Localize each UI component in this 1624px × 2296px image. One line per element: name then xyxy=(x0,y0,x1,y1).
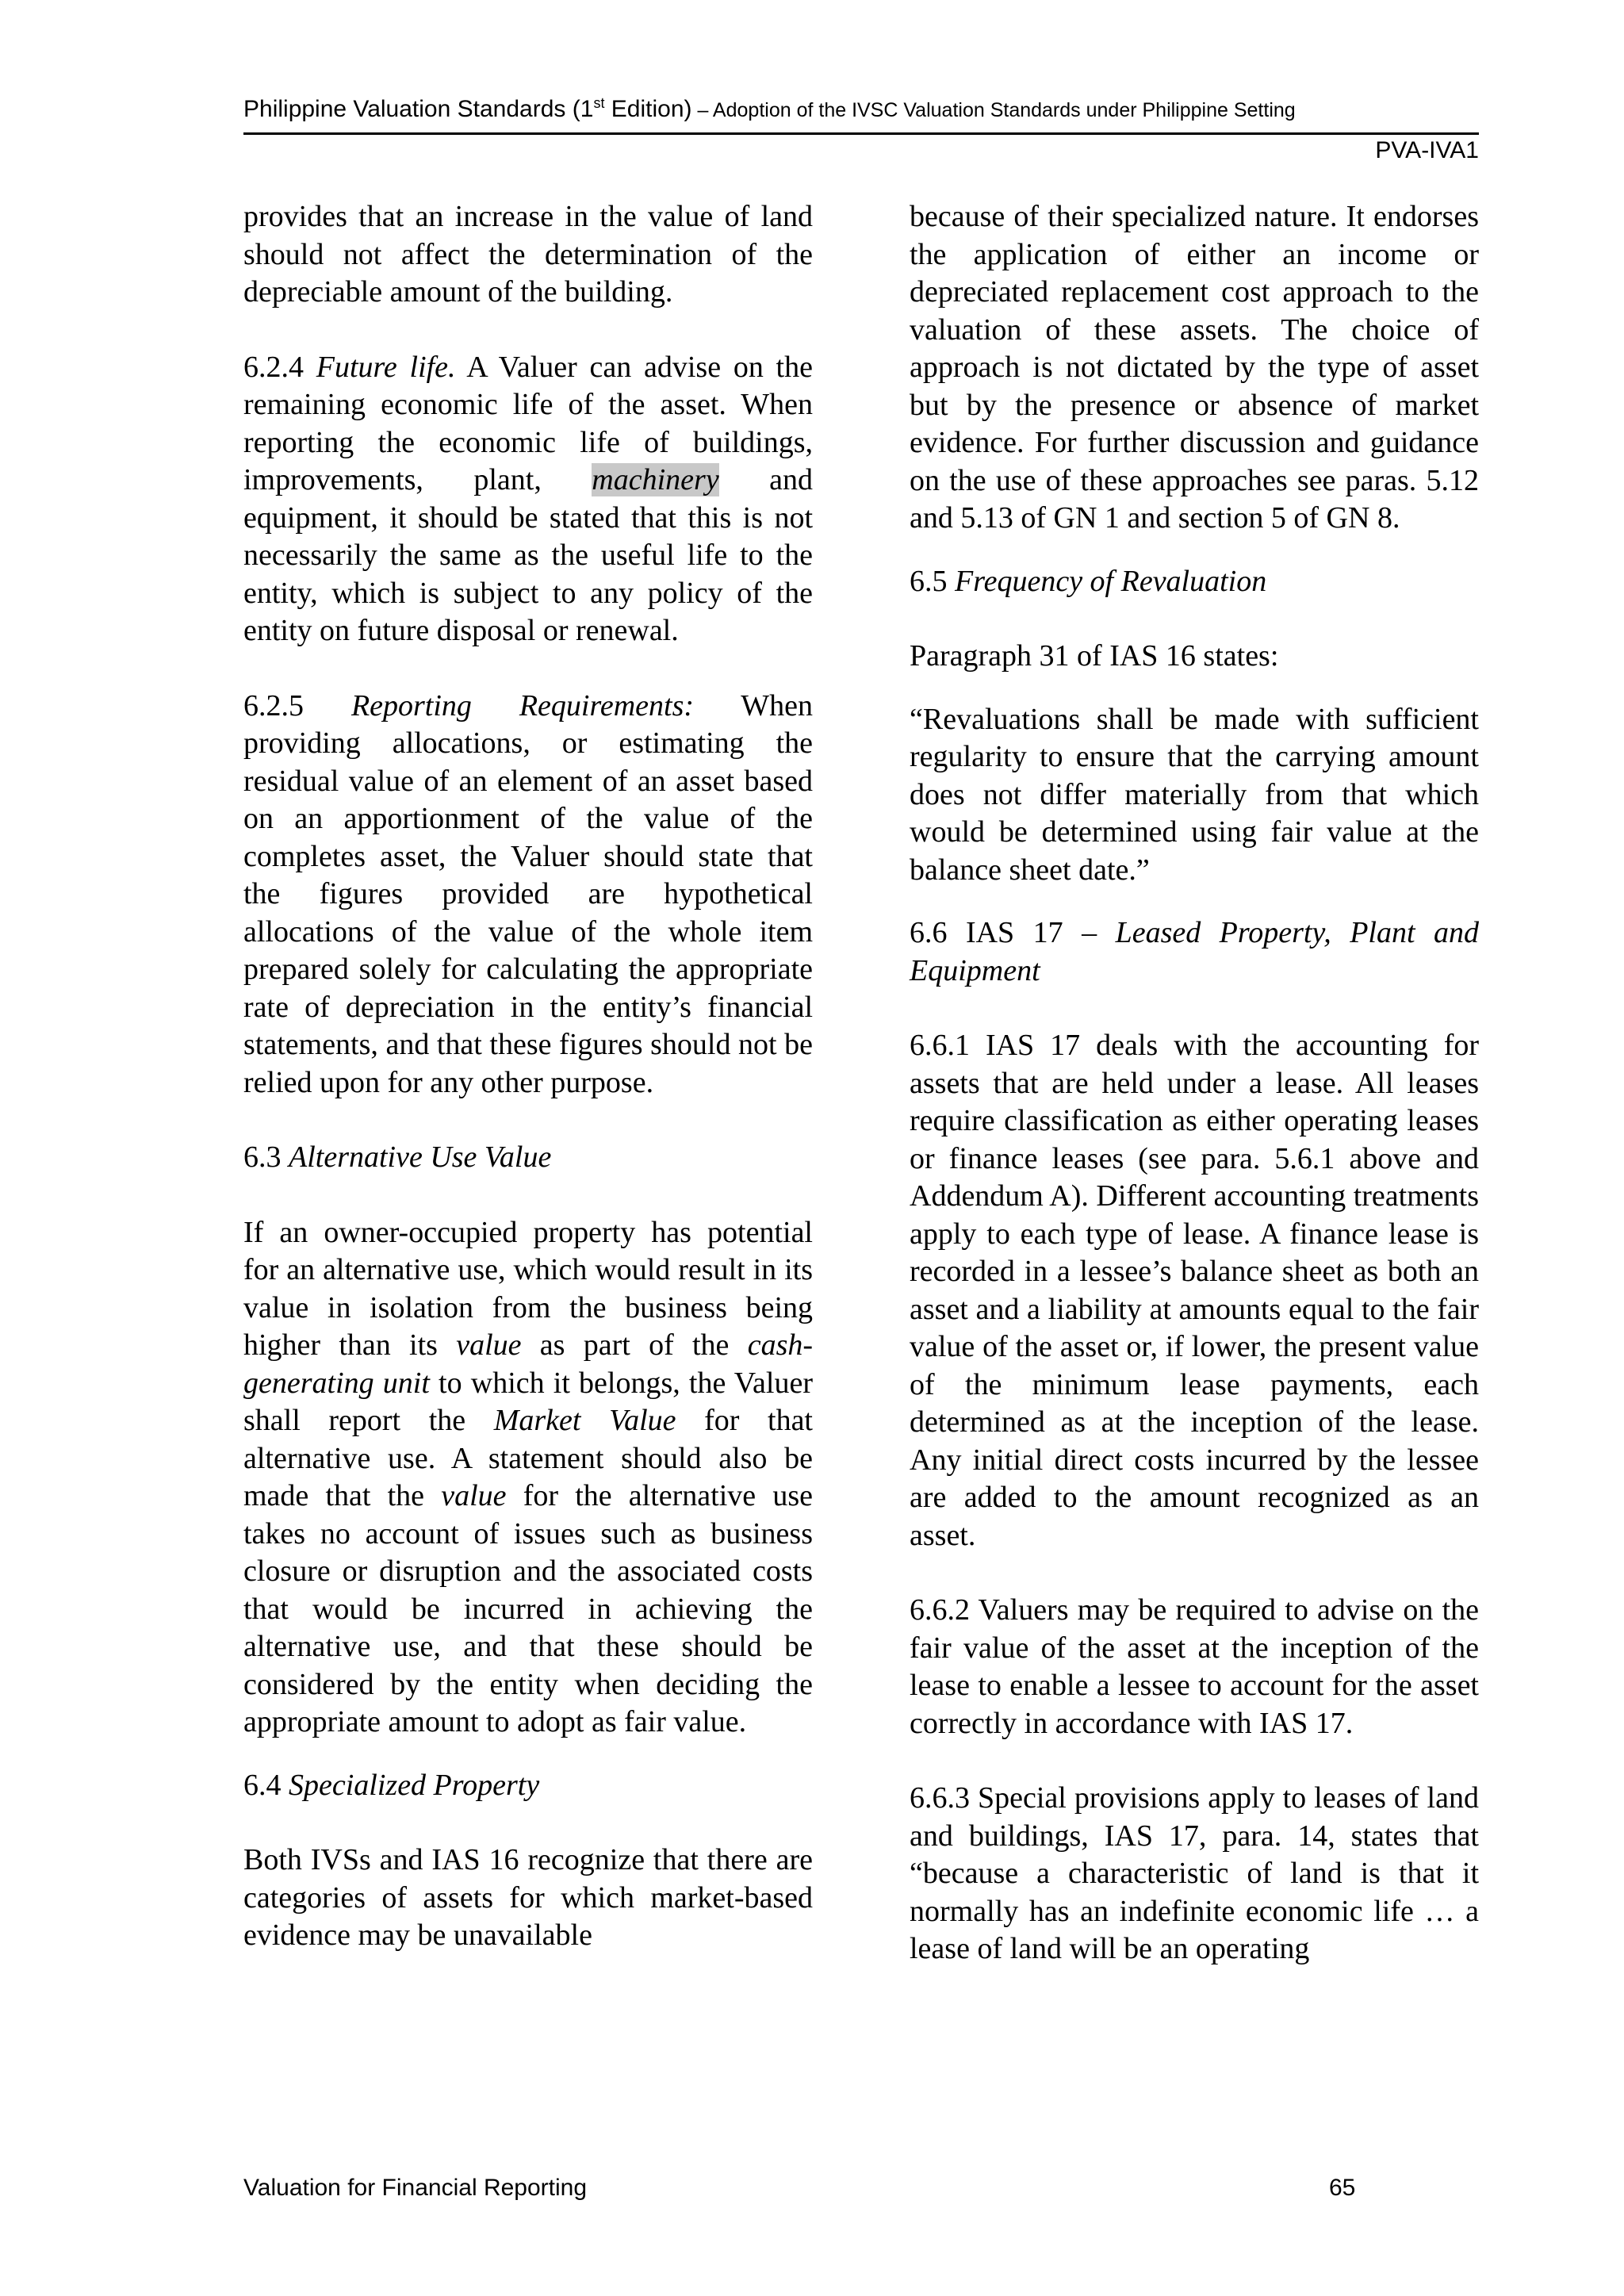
section-6-6-2: 6.6.2 Valuers may be required to advise on the fair value of the asset at the inception of the lease to enable a lessee to account for the asset correctly in accordance with IAS 17. xyxy=(910,1593,1479,1740)
section-title: Reporting Requirements: xyxy=(350,688,695,723)
section-6-2-4: 6.2.4 Future life. A Valuer can advise on the remaining economic life of the asset. When reporting the economic life of buildings, improvements, plant, machinery and equipment, it should be stated that this is not necessarily the same as the useful life to the entity, which is subject to any policy of the entity on future disposal or renewal. xyxy=(243,350,814,647)
header-edition-open: (1 xyxy=(572,96,594,122)
section-6-2-5: 6.2.5 Reporting Requirements: When providing allocations, or estimating the residual value of an element of an asset based on an apportionment of the value of the completes asset, the Valuer should state that the figures provided are hypothetical allocations of the value of the whole item prepared solely for calculating the appropriate rate of depreciation in the entity’s financial statements, and that these figures should not be relied upon for any other purpose. xyxy=(243,688,814,1099)
paragraph: Paragraph 31 of IAS 16 states: xyxy=(910,639,1279,673)
section-6-6-1: 6.6.1 IAS 17 deals with the accounting for assets that are held under a lease. All leases require classification as either operating leases or finance leases (see para. 5.6.1 above and Addendum A). Different accounting treatments apply to each type of lease. A finance lease is recorded in a lessee’s balance sheet as both an asset and a liability at amounts equal to the fair value of the asset or, if lower, the present value of the minimum lease payments, each determined as at the inception of the lease. Any initial direct costs incurred by the lessee are added to the amount recognized as an asset. xyxy=(910,1029,1479,1552)
header-edition-close: Edition) xyxy=(604,96,692,122)
header-title: Philippine Valuation Standards xyxy=(243,96,566,122)
heading-6-3: 6.3 Alternative Use Value xyxy=(243,1140,552,1174)
header-rule xyxy=(243,132,1479,135)
highlighted-term: machinery xyxy=(592,463,719,496)
heading-6-5: 6.5 Frequency of Revaluation xyxy=(910,564,1267,598)
page-number: 65 xyxy=(1329,2175,1356,2201)
heading-6-6: 6.6 IAS 17 – Leased Property, Plant and Equipment xyxy=(910,916,1479,987)
left-column xyxy=(243,198,813,1955)
section-6-6-3: 6.6.3 Special provisions apply to leases of land and buildings, IAS 17, para. 14, states that “because a characteristic of land is that it normally has an indefinite economic life … a lease of land will be an operating xyxy=(910,1781,1479,1965)
paragraph: If an owner-occupied property has potential for an alternative use, which would result in its value in isolation from the business being higher than its value as part of the cash-generating unit to which it belongs, the Valuer shall report the Market Value for that alternative use. A statement should also be made that the value for the alternative use takes no account of issues such as business closure or disruption and the associated costs that would be incurred in achieving the alternative use, and that these should be considered by the entity when deciding the appropriate amount to adopt as fair value. xyxy=(243,1215,814,1738)
quote: “Revaluations shall be made with sufficient regularity to ensure that the carrying amount does not differ materially from that which would be determined using fair value at the balance sheet date.” xyxy=(910,702,1479,887)
page-header xyxy=(243,95,1479,123)
footer-title: Valuation for Financial Reporting xyxy=(243,2175,588,2201)
paragraph: Both IVSs and IAS 16 recognize that there are categories of assets for which market-based evidence may be unavailable xyxy=(243,1843,813,1952)
header-subtitle: – Adoption of the IVSC Valuation Standards under Philippine Setting xyxy=(691,99,1296,121)
heading-6-4: 6.4 Specialized Property xyxy=(243,1768,540,1802)
header-edition-sup: st xyxy=(593,95,605,111)
document-code: PVA-IVA1 xyxy=(1375,137,1479,163)
paragraph: provides that an increase in the value of land should not affect the determination of the depreciable amount of the building. xyxy=(243,200,813,309)
section-title: Future life. xyxy=(316,350,456,384)
paragraph: because of their specialized nature. It endorses the application of either an income or depreciated replacement cost approach to the valuation of these assets. The choice of approach is not dictated by the type of asset but by the presence or absence of market evidence. For further discussion and guidance on the use of these approaches see paras. 5.12 and 5.13 of GN 1 and section 5 of GN 8. xyxy=(910,200,1479,535)
right-column xyxy=(910,198,1479,1968)
